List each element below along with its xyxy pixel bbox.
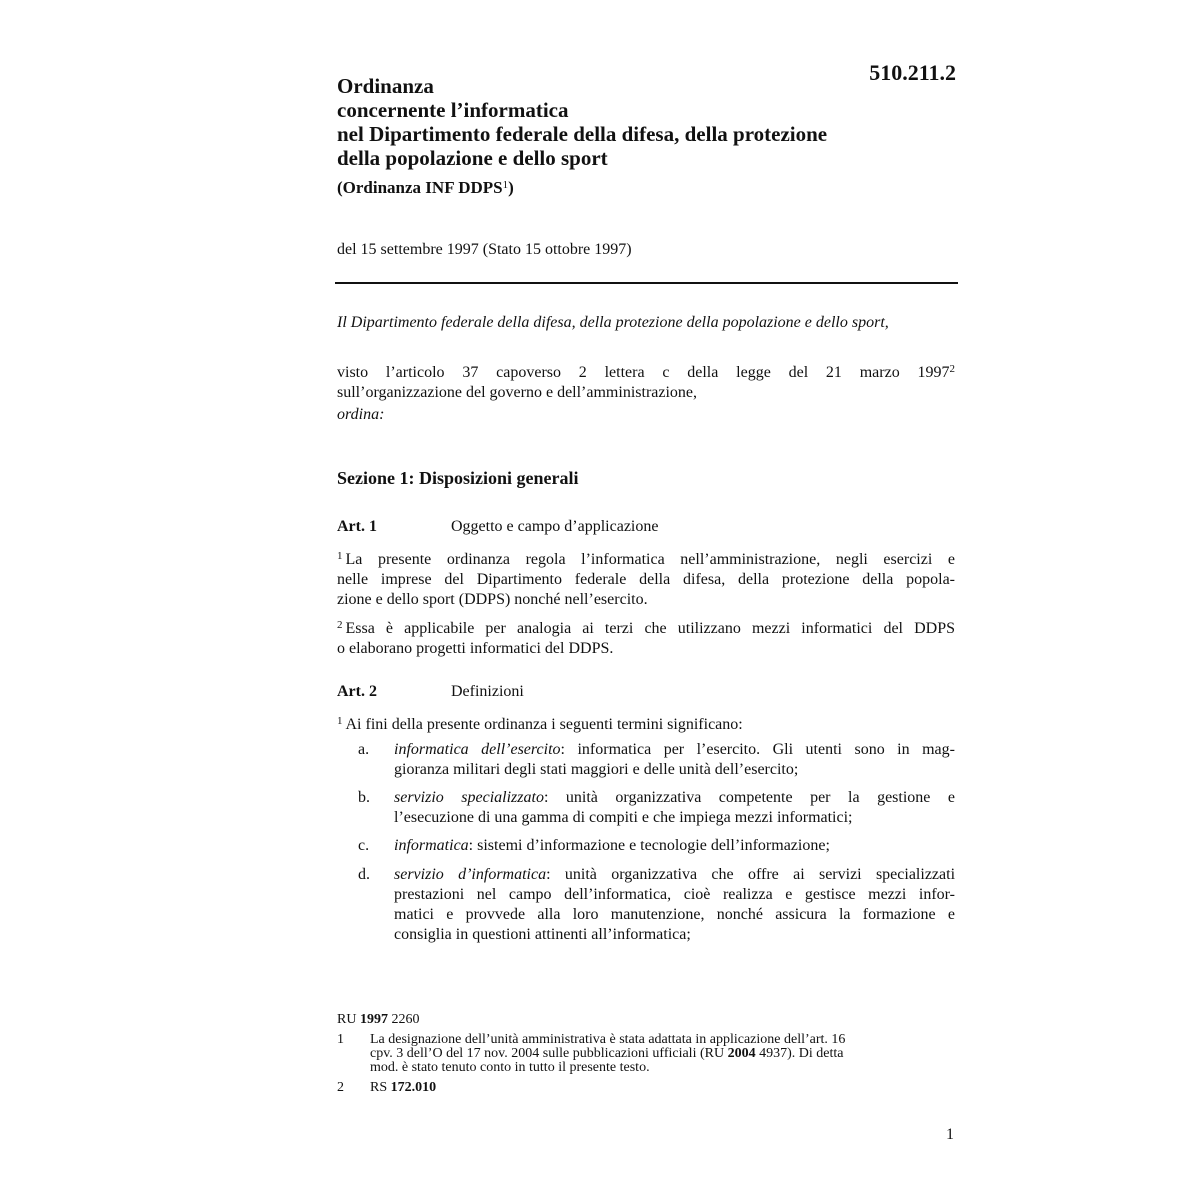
definition-item <box>337 865 955 945</box>
item-line: l’esecuzione di una gamma di compiti e che impiega mezzi informatici; <box>394 809 853 826</box>
short-title-close: ) <box>508 178 514 197</box>
page-number: 1 <box>946 1126 954 1143</box>
item-line: matici e provvede alla loro manutenzione, nonché assicura la formazione e <box>394 906 955 923</box>
preamble-law-text: visto l’articolo 37 capoverso 2 lettera c della legge del 21 marzo 1997 <box>337 364 950 381</box>
document-title <box>337 74 937 170</box>
article-title: Definizioni <box>451 683 524 700</box>
footnote-number: 2 <box>337 1080 344 1095</box>
definition-item <box>337 788 955 828</box>
article-paragraph <box>337 711 955 735</box>
item-letter: c. <box>358 837 370 854</box>
article-number: Art. 2 <box>337 683 377 700</box>
defined-term: servizio specializzato <box>394 789 544 806</box>
preamble-ordina: ordina: <box>337 406 385 423</box>
systematic-number: 510.211.2 <box>869 60 956 85</box>
footnote-line: La designazione dell’unità amministrativa è stata adattata in applicazione dell’art. 16 <box>370 1032 846 1047</box>
defined-term: servizio d’informatica <box>394 866 547 883</box>
paragraph-line: nelle imprese del Dipartimento federale della difesa, della protezione della popola- <box>337 571 955 588</box>
footnote-number: 1 <box>337 1032 344 1047</box>
item-line: consiglia in questioni attinenti all’informatica; <box>394 926 691 943</box>
footnote-ref-2[interactable]: 2 <box>949 363 955 375</box>
footnote-line: mod. è stato tenuto conto in tutto il presente testo. <box>370 1060 650 1075</box>
section-heading: Sezione 1: Disposizioni generali <box>337 468 579 488</box>
item-line: servizio specializzato: unità organizzativa competente per la gestione e <box>394 789 955 806</box>
preamble-law-line <box>337 359 955 383</box>
preamble-authority: Il Dipartimento federale della difesa, della protezione della popolazione e dello sport, <box>337 314 889 331</box>
paragraph-number: 1 <box>337 550 343 562</box>
paragraph-number: 1 <box>337 715 343 727</box>
paragraph-line: o elaborano progetti informatici del DDPS. <box>337 640 614 657</box>
article-number: Art. 1 <box>337 518 377 535</box>
defined-term: informatica dell’esercito <box>394 741 561 758</box>
footnote <box>337 1033 937 1077</box>
date-line: del 15 settembre 1997 (Stato 15 ottobre 1997) <box>337 241 632 258</box>
title-line: della popolazione e dello sport <box>337 146 608 170</box>
paragraph-line: zione e dello sport (DDPS) nonché nell’esercito. <box>337 591 648 608</box>
divider <box>335 282 958 284</box>
item-line: prestazioni nel campo dell’informatica, cioè realizza e gestisce mezzi infor- <box>394 886 955 903</box>
article-paragraph <box>337 546 955 610</box>
item-line: informatica: sistemi d’informazione e tecnologie dell’informazione; <box>394 837 830 854</box>
item-line: informatica dell’esercito: informatica per l’esercito. Gli utenti sono in mag- <box>394 741 955 758</box>
preamble-law-line: sull’organizzazione del governo e dell’amministrazione, <box>337 384 698 401</box>
paragraph-line: $^1$ La presente ordinanza regola l’informatica nell’amministrazione, negli esercizi e <box>337 550 955 568</box>
definition-item <box>337 740 955 780</box>
title-line: nel Dipartimento federale della difesa, della protezione <box>337 122 828 146</box>
paragraph-line: $^1$ Ai fini della presente ordinanza i seguenti termini significano: <box>337 715 743 733</box>
definition-item <box>337 836 955 856</box>
item-letter: b. <box>358 789 370 806</box>
article-paragraph <box>337 615 955 659</box>
title-line: Ordinanza <box>337 74 434 98</box>
preamble-law <box>337 359 955 403</box>
item-line: gioranza militari degli stati maggiori e delle unità dell’esercito; <box>394 761 799 778</box>
defined-term: informatica <box>394 837 469 854</box>
short-title-text: (Ordinanza INF DDPS <box>337 178 503 197</box>
paragraph-number: 2 <box>337 619 343 631</box>
ru-reference: RU 1997 2260 <box>337 1012 420 1027</box>
footnote <box>337 1081 937 1097</box>
footnote-ref-1[interactable]: 1 <box>502 179 509 191</box>
footnote-line: cpv. 3 dell’O del 17 nov. 2004 sulle pubblicazioni ufficiali (RU 2004 4937). Di detta <box>370 1046 844 1061</box>
title-line: concernente l’informatica <box>337 98 569 122</box>
short-title <box>337 178 514 198</box>
article-title: Oggetto e campo d’applicazione <box>451 518 659 535</box>
item-line: servizio d’informatica: unità organizzativa che offre ai servizi specializzati <box>394 866 956 883</box>
paragraph-line: $^2$ Essa è applicabile per analogia ai terzi che utilizzano mezzi informatici del DDPS <box>337 619 955 637</box>
footnote-line: RS 172.010 <box>370 1080 437 1095</box>
item-letter: a. <box>358 741 370 758</box>
item-letter: d. <box>358 866 370 883</box>
